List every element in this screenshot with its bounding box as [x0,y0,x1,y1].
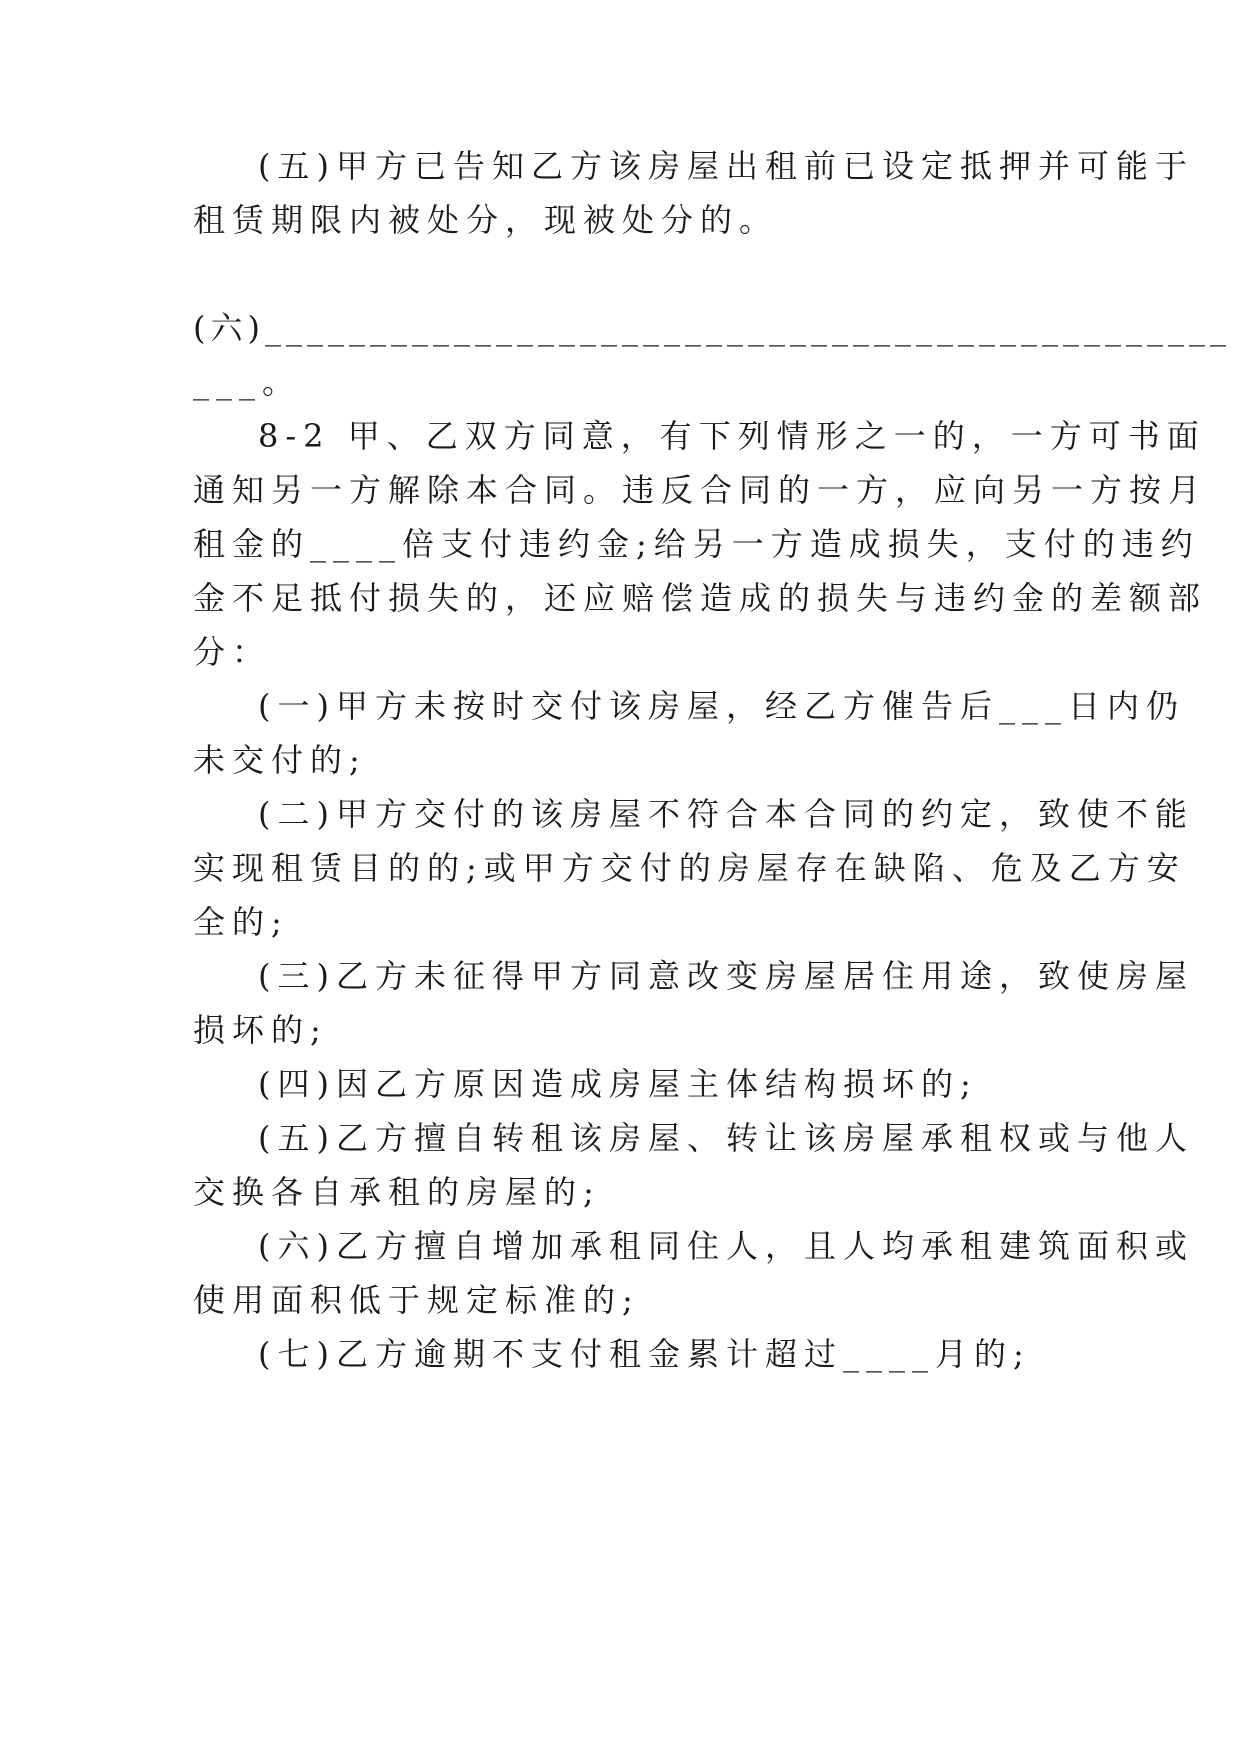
item-7-line-1: (七)乙方逾期不支付租金累计超过____月的; [258,1335,1031,1373]
item-2-line-3: 全的; [193,903,289,941]
clause-8-2-line-1: 8-2 甲、乙双方同意，有下列情形之一的，一方可书面 [258,417,1206,455]
clause-6-line-2: ___。 [193,363,302,401]
item-3-line-1: (三)乙方未征得甲方同意改变房屋居住用途，致使房屋 [258,957,1194,995]
item-5-line-2: 交换各自承租的房屋的; [193,1173,601,1211]
clause-5-line-2: 租赁期限内被处分，现被处分的。 [193,201,779,239]
item-6-line-1: (六)乙方擅自增加承租同住人，且人均承租建筑面积或 [258,1227,1194,1265]
clause-6-line-1: (六)______________________________________________ [193,309,1231,347]
clause-8-2-line-5: 分： [193,633,272,671]
item-5-line-1: (五)乙方擅自转租该房屋、转让该房屋承租权或与他人 [258,1119,1194,1157]
clause-5-line-1: (五)甲方已告知乙方该房屋出租前已设定抵押并可能于 [258,147,1194,185]
item-3-line-2: 损坏的; [193,1011,328,1049]
clause-8-2-line-4: 金不足抵付损失的，还应赔偿造成的损失与违约金的差额部 [193,579,1208,617]
item-1-line-1: (一)甲方未按时交付该房屋，经乙方催告后___日内仍 [258,687,1185,725]
clause-8-2-line-2: 通知另一方解除本合同。违反合同的一方，应向另一方按月 [193,471,1208,509]
item-4-line-1: (四)因乙方原因造成房屋主体结构损坏的; [258,1065,978,1103]
item-1-line-2: 未交付的; [193,741,367,779]
item-2-line-2: 实现租赁目的的;或甲方交付的房屋存在缺陷、危及乙方安 [193,849,1186,887]
item-6-line-2: 使用面积低于规定标准的; [193,1281,640,1319]
item-2-line-1: (二)甲方交付的该房屋不符合本合同的约定，致使不能 [258,795,1194,833]
clause-8-2-line-3: 租金的____倍支付违约金;给另一方造成损失，支付的违约 [193,525,1200,563]
